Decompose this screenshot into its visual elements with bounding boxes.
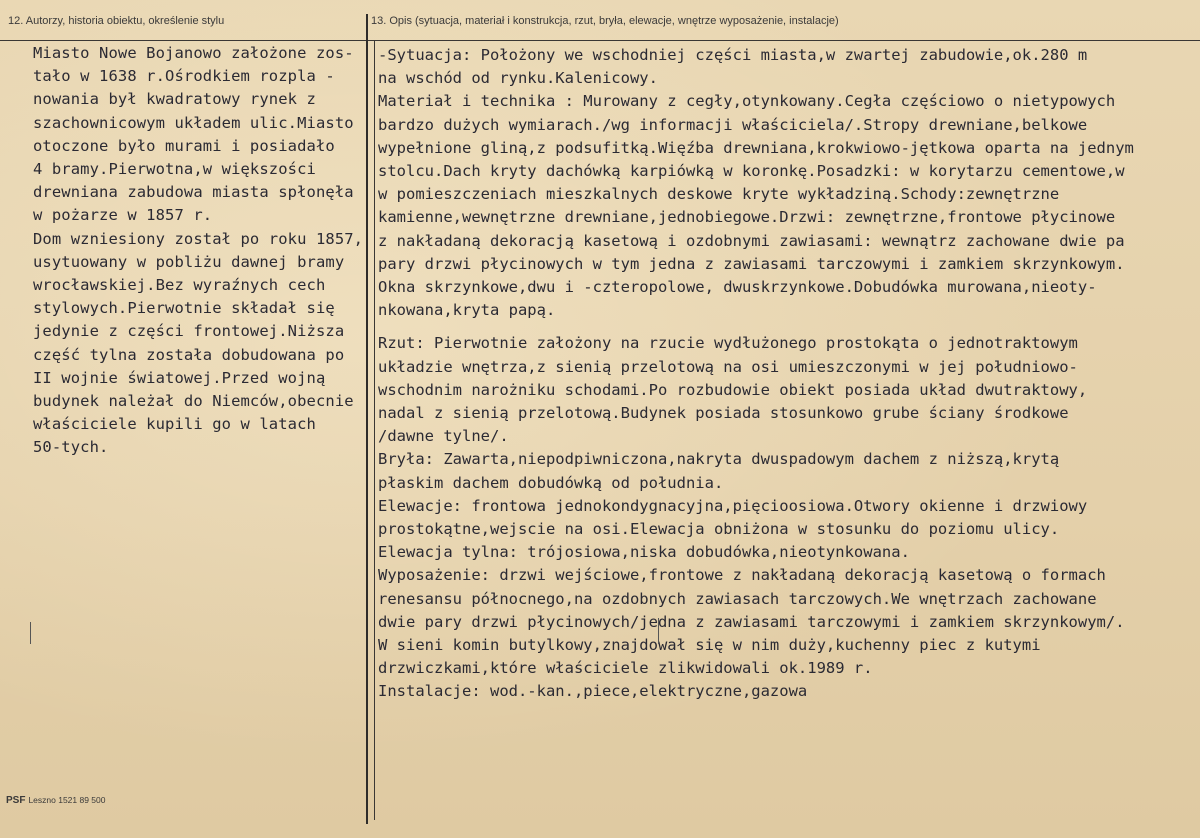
history-line: właściciele kupili go w latach [33,415,316,434]
description-line: Okna skrzynkowe,dwu i -czteropolowe, dwuskrzynkowe.Dobudówka murowana,nieoty- [378,278,1097,297]
history-line: budynek należał do Niemców,obecnie [33,392,354,411]
pencil-tick [658,618,659,644]
history-line: część tylna została dobudowana po [33,345,345,364]
history-line: tało w 1638 r.Ośrodkiem rozpla - [33,67,335,86]
history-line: 4 bramy.Pierwotna,w większości [33,160,316,179]
description-line: wschodnim narożniku schodami.Po rozbudowie obiekt posiada układ dwutraktowy, [378,380,1088,399]
description-line: nkowana,kryta papą. [378,301,556,320]
history-line: 50-tych. [33,438,109,457]
description-line: prostokątne,wejscie na osi.Elewacja obniżona w stosunku do poziomu ulicy. [378,520,1060,539]
description-line: drzwiczkami,które właściciele zlikwidowali ok.1989 r. [378,659,873,678]
description-line: Bryła: Zawarta,niepodpiwniczona,nakryta dwuspadowym dachem z niższą,krytą [378,450,1060,469]
description-line: Instalacje: wod.-kan.,piece,elektryczne,gazowa [378,682,808,701]
history-line: wrocławskiej.Bez wyraźnych cech [33,276,326,295]
history-line: szachownicowym układem ulic.Miasto [33,113,354,132]
history-line: stylowych.Pierwotnie składał się [33,299,335,318]
pencil-tick [30,622,31,644]
description-line: na wschód od rynku.Kalenicowy. [378,69,658,88]
description-line: stolcu.Dach kryty dachówką karpiówką w koronkę.Posadzki: w korytarzu cementowe,w [378,162,1125,181]
printer-imprint [6,795,106,806]
section-12-header: 12. Autorzy, historia obiektu, określenie stylu [8,15,225,27]
section-13-header: 13. Opis (sytuacja, materiał i konstrukcja, rzut, bryła, elewacje, wnętrze wyposażenie, instalacje) [371,15,839,27]
description-line: układzie wnętrza,z sienią przelotową na osi umieszczonymi w jej południowo- [378,357,1078,376]
history-line: nowania był kwadratowy rynek z [33,90,316,109]
history-line: jedynie z części frontowej.Niższa [33,322,345,341]
description-line: kamienne,wewnętrzne drewniane,jednobiegowe.Drzwi: zewnętrzne,frontowe płycinowe [378,208,1116,227]
description-line: z nakładaną dekoracją kasetową i ozdobnymi zawiasami: wewnątrz zachowane dwie pa [378,231,1125,250]
description-line: w pomieszczeniach mieszkalnych deskowe kryte wykładziną.Schody:zewnętrzne [378,185,1060,204]
header-divider [0,40,1200,41]
history-line: usytuowany w pobliżu dawnej bramy [33,252,345,271]
description-line: Elewacja tylna: trójosiowa,niska dobudówka,nieotynkowana. [378,543,910,562]
description-line: pary drzwi płycinowych w tym jedna z zawiasami tarczowymi i zamkiem skrzynkowym. [378,254,1125,273]
printer-code: Leszno 1521 89 500 [28,795,106,805]
description-line: Elewacje: frontowa jednokondygnacyjna,pięcioosiowa.Otwory okienne i drzwiowy [378,496,1088,515]
history-line: otoczone było murami i posiadało [33,136,335,155]
history-line: Miasto Nowe Bojanowo założone zos- [33,44,354,62]
description-line: /dawne tylne/. [378,427,509,446]
description-line: Materiał i technika : Murowany z cegły,otynkowany.Cegła częściowo o nietypowych [378,92,1116,111]
description-line: wypełnione gliną,z podsufitką.Więźba drewniana,krokwiowo-jętkowa oparta na jednym [378,138,1134,157]
description-line: renesansu północnego,na ozdobnych zawiasach tarczowych.We wnętrzach zachowane [378,589,1097,608]
history-line: II wojnie światowej.Przed wojną [33,368,326,387]
description-line: W sieni komin butylkowy,znajdował się w nim duży,kuchenny piec z kutymi [378,636,1041,655]
description-line: nadal z sienią przelotową.Budynek posiada stosunkowo grube ściany środkowe [378,404,1069,423]
description-line: bardzo dużych wymiarach./wg informacji właściciela/.Stropy drewniane,belkowe [378,115,1088,134]
paragraph-gap [378,322,1198,332]
description-line: Rzut: Pierwotnie założony na rzucie wydłużonego prostokąta o jednotraktowym [378,334,1078,353]
history-text [33,42,378,460]
history-line: drewniana zabudowa miasta spłonęła [33,183,354,202]
printer-mark: PSF [6,795,26,806]
description-line: Wyposażenie: drzwi wejściowe,frontowe z nakładaną dekoracją kasetową o formach [378,566,1106,585]
history-line: Dom wzniesiony został po roku 1857, [33,229,364,248]
history-line: w pożarze w 1857 r. [33,206,213,225]
description-line: płaskim dachem dobudówką od południa. [378,473,724,492]
description-line: dwie pary drzwi płycinowych/jedna z zawiasami tarczowymi i zamkiem skrzynkowym/. [378,612,1125,631]
description-line: -Sytuacja: Położony we wschodniej części miasta,w zwartej zabudowie,ok.280 m [378,46,1088,64]
description-text [378,44,1198,704]
